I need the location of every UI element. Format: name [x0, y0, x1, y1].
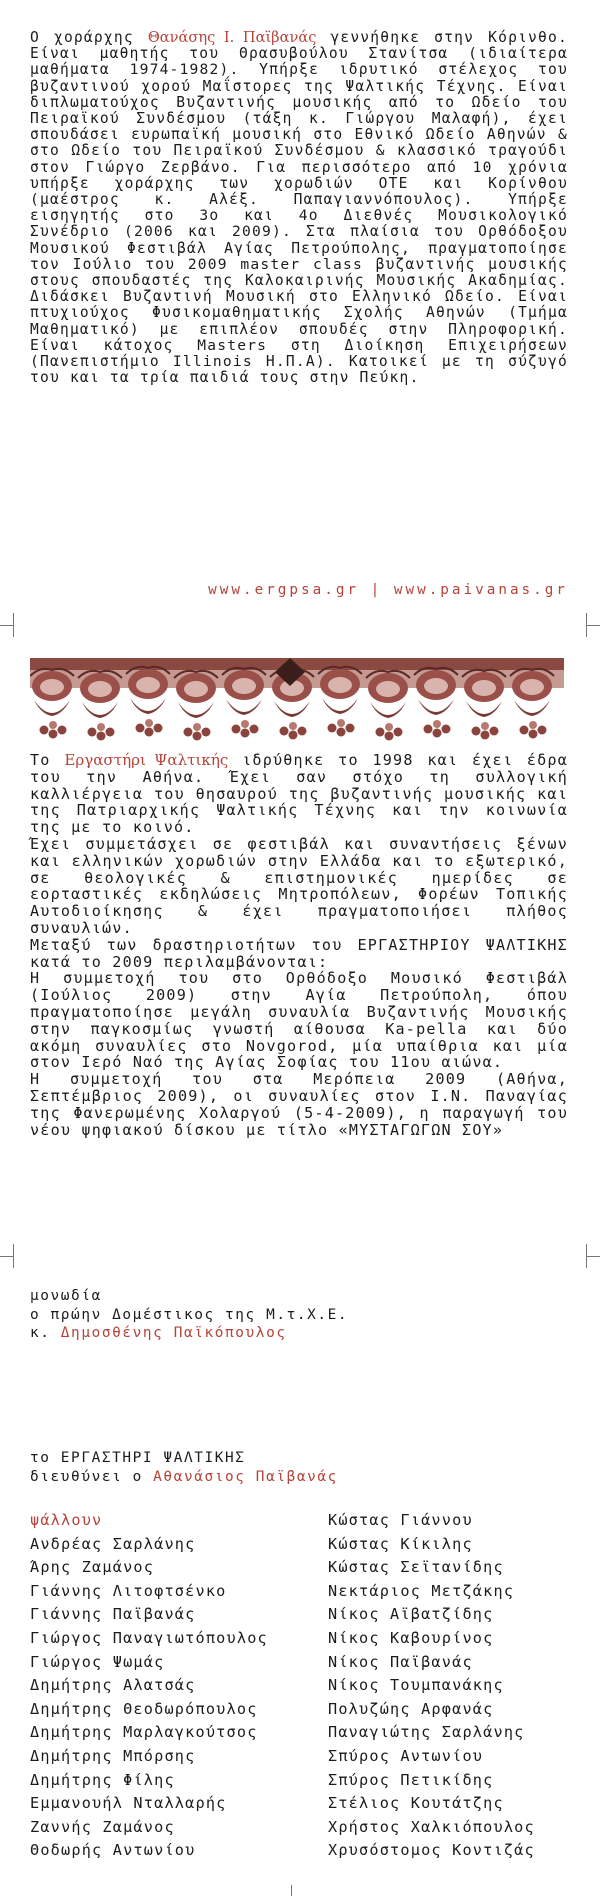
- list-item: Νίκος Τουμπανάκης: [328, 1676, 504, 1695]
- list-item: Ζαννής Ζαμάνος: [30, 1817, 175, 1836]
- list-item: Γιώργος Ψωμάς: [30, 1652, 165, 1671]
- list-item: Χρήστος Χαλκιόπουλος: [328, 1817, 535, 1836]
- list-item: Άρης Ζαμάνος: [30, 1558, 155, 1577]
- list-item: Νίκος Αϊβατζίδης: [328, 1605, 494, 1624]
- bio-text: γεννήθηκε στην Κόρινθο. Είναι μαθητής του Θρασυβούλου Στανίτσα (ιδιαίτερα μαθήματα 1974-1982). Υπήρξε ιδρυτικό στέλεχος του βυζαντινού χορού Μαΐστορες της Ψαλτικής Τέχνης. Είναι διπλωματούχος Βυζαντινής μουσικής από το Ωδείο του Πειραϊκού Συνδέσμου (τάξη κ. Γιώργου Μαλαφή), έχει σπουδάσει ευρωπαϊκή μουσική στο Εθνικό Ωδείο Αθηνών & στο Ωδείο του Πειραϊκού Συνδέσμου & κλασσικό τραγούδι στον Γιώργο Ζερβάνο. Για περισσότερο από 10 χρόνια υπήρξε χοράρχης των χορωδιών ΟΤΕ και Κορίνθου (μαέστρος κ. Αλέξ. Παπαγιαννόπουλος). Υπήρξε εισηγητής στο 3ο και 4ο Διεθνές Μουσικολογικό Συνέδριο (2006 και 2009). Στα πλαίσια του Ορθόδοξου Μουσικού Φεστιβάλ Αγίας Πετρούπολης, πραγματοποίησε τον Ιούλιο του 2009 master class βυζαντινής μουσικής στους σπουδαστές της Καλοκαιρινής Μουσικής Ακαδημίας. Διδάσκει Βυζαντινή Μουσική στο Ελληνικό Ωδείο. Είναι πτυχιούχος Φυσικομαθηματικής Σχολής Αθηνών (Τμήμα Μαθηματικό) με επιπλέον σπουδές στην Πληροφορική. Είναι κάτοχος Masters στη Διοίκηση Επιχειρήσεων (Πανεπιστήμιο Illinois Η.Π.Α). Κατοικεί με τη σύζυγό του και τα τρία παιδιά τους στην Πεύκη.: [30, 29, 568, 387]
- list-item: Χρυσόστομος Κοντιζάς: [328, 1841, 535, 1860]
- list-item: Κώστας Σεϊτανίδης: [328, 1558, 504, 1577]
- monody-role: ο πρώην Δομέστικος της Μ.τ.Χ.Ε.: [30, 1306, 349, 1323]
- list-item: Γιάννης Λιτοφτσένκο: [30, 1581, 227, 1600]
- list-item: Πολυζώης Αρφανάς: [328, 1699, 494, 1718]
- list-item: Θοδωρής Αντωνίου: [30, 1841, 196, 1860]
- floral-ornament-band: [30, 658, 564, 743]
- crop-mark: [586, 625, 600, 626]
- list-item: Κώστας Γιάννου: [328, 1511, 473, 1529]
- list-item: Δημήτρης Φίλης: [30, 1770, 175, 1789]
- about-paragraph-5: Η συμμετοχή του στα Μερόπεια 2009 (Αθήνα, Σεπτέμβριος 2009), οι συναυλίες στον Ι.Ν. Παναγίας της Φανερωμένης Χολαργού (5-4-2009), η παραγωγή του νέου ψηφιακού δίσκου με τίτλο «ΜΥΣΤΑΓΩΓΩΝ ΣΟΥ»: [30, 1070, 568, 1139]
- bio-lead: Ο χοράρχης: [30, 29, 148, 46]
- director-block: [30, 1449, 338, 1486]
- about-paragraph-2: Έχει συμμετάσχει σε φεστιβάλ και συναντήσεις ξένων και ελληνικών χορωδιών στην Ελλάδα και το εξωτερικό, σε θεολογικές & επιστημονικές ημερίδες σε εορταστικές εκδηλώσεις Μητροπόλεων, Φορέων Τοπικής Αυτοδιοίκησης & έχει πραγματοποιήσει πλήθος συναυλιών.: [30, 834, 568, 937]
- list-item: Νίκος Παϊβανάς: [328, 1652, 473, 1671]
- monody-block: [30, 1287, 348, 1343]
- director-name: Αθανάσιος Παϊβανάς: [153, 1468, 338, 1485]
- crop-mark: [291, 1885, 292, 1896]
- singers-heading: ψάλλουν: [30, 1511, 103, 1529]
- list-item: Ανδρέας Σαρλάνης: [30, 1534, 196, 1553]
- list-item: Νίκος Καβουρίνος: [328, 1628, 494, 1647]
- about-paragraph-3: Μεταξύ των δραστηριοτήτων του ΕΡΓΑΣΤΗΡΙΟΥ ΨΑΛΤΙΚΗΣ κατά το 2009 περιλαμβάνονται:: [30, 935, 568, 971]
- singers-right-column: [328, 1509, 535, 1863]
- list-item: Σπύρος Πετικίδης: [328, 1770, 494, 1789]
- list-item: Στέλιος Κουτάτζης: [328, 1794, 504, 1813]
- crop-mark: [0, 1256, 14, 1257]
- list-item: Παναγιώτης Σαρλάνης: [328, 1723, 525, 1742]
- list-item: Εμμανουήλ Νταλλαρής: [30, 1794, 227, 1813]
- list-item: Γιώργος Παναγιωτόπουλος: [30, 1628, 268, 1647]
- ensemble-caps-title: το ΕΡΓΑΣΤΗΡΙ ΨΑΛΤΙΚΗΣ: [30, 1450, 246, 1466]
- bio-paragraph: [30, 30, 568, 386]
- list-item: Δημήτρης Θεοδωρόπουλος: [30, 1699, 258, 1718]
- crop-mark: [13, 1244, 14, 1268]
- list-item: Σπύρος Αντωνίου: [328, 1746, 484, 1765]
- list-item: Δημήτρης Αλατσάς: [30, 1676, 196, 1695]
- crop-mark: [0, 625, 14, 626]
- list-item: Γιάννης Παϊβανάς: [30, 1605, 196, 1624]
- monody-prefix: κ.: [30, 1325, 61, 1341]
- ensemble-name: Εργαστήρι Ψαλτικής: [64, 751, 229, 769]
- director-prefix: διευθύνει ο: [30, 1468, 154, 1485]
- crop-mark: [13, 613, 14, 637]
- website-links: www.ergpsa.gr | www.paivanas.gr: [208, 582, 568, 598]
- list-item: Νεκτάριος Μετζάκης: [328, 1581, 515, 1600]
- monody-label: μονωδία: [30, 1288, 102, 1304]
- list-item: Δημήτρης Μπόρσης: [30, 1746, 196, 1765]
- about-paragraph-1: ιδρύθηκε το 1998 και έχει έδρα του την Αθήνα. Έχει σαν στόχο τη συλλογική καλλιέργεια του θησαυρού της βυζαντινής μουσικής και της Πατριαρχικής Ψαλτικής Τέχνης και την κοινωνία της με το κοινό.: [30, 751, 568, 837]
- about-lead: Το: [30, 751, 65, 769]
- list-item: Κώστας Κίκιλης: [328, 1534, 473, 1553]
- monody-soloist-name: Δημοσθένης Παϊκόπουλος: [60, 1325, 287, 1341]
- about-section: [30, 752, 568, 1138]
- about-paragraph-4: Η συμμετοχή του στο Ορθόδοξο Μουσικό Φεστιβάλ (Ιούλιος 2009) στην Αγία Πετρούπολη, όπου πραγματοποίησε μεγάλη συναυλία Βυζαντινής Μουσικής στην παγκοσμίως γνωστή αίθουσα Ka-pella και δύο ακόμη συναυλίες στο Novgorod, μία υπαίθρια και μία στον Ιερό Ναό της Αγίας Σοφίας του 11ου αιώνα.: [30, 969, 568, 1072]
- crop-mark: [586, 613, 587, 637]
- crop-mark: [586, 1256, 600, 1257]
- crop-mark: [586, 1244, 587, 1268]
- list-item: Δημήτρης Μαρλαγκούτσος: [30, 1723, 258, 1742]
- conductor-name: Θανάσης Ι. Παϊβανάς: [147, 29, 317, 46]
- singers-left-column: [30, 1509, 268, 1863]
